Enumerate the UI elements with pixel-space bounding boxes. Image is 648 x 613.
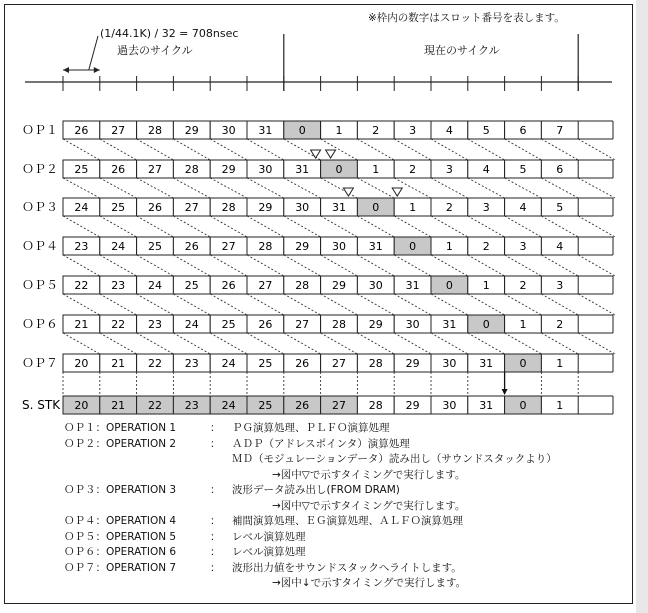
slot-transition xyxy=(63,255,100,276)
slot-row-8 xyxy=(22,396,613,414)
current-cycle-label: 現在のサイクル xyxy=(424,44,500,57)
slot-number: 26 xyxy=(221,279,236,292)
slot-number: 6 xyxy=(556,163,564,176)
slot-number: 1 xyxy=(556,399,564,412)
slot-number: 1 xyxy=(445,240,453,253)
legend-separator: ： xyxy=(210,422,221,434)
slot-transition xyxy=(357,255,394,276)
slot-number: 4 xyxy=(519,201,527,214)
slot-transition xyxy=(137,255,174,276)
slot-number: 29 xyxy=(405,399,420,412)
slot-transition xyxy=(247,333,284,354)
slot-number: 27 xyxy=(258,279,273,292)
slot-transition xyxy=(137,294,174,315)
slot-number: 23 xyxy=(184,399,199,412)
slot-transition xyxy=(431,178,468,198)
slot-transition xyxy=(468,255,505,276)
slot-number: 3 xyxy=(445,163,453,176)
slot-transition xyxy=(431,216,468,237)
slot-transition xyxy=(63,178,100,198)
slot-transition xyxy=(468,216,505,237)
period-label: (1/44.1K) / 32 = 708nsec xyxy=(100,27,239,40)
slot-number: 2 xyxy=(409,163,417,176)
slot-transition xyxy=(173,255,210,276)
slot-number: 27 xyxy=(111,124,126,137)
slot-number: 1 xyxy=(372,163,380,176)
slot-transition xyxy=(431,139,468,160)
slot-number: 31 xyxy=(368,240,383,253)
slot-number: 28 xyxy=(184,163,199,176)
slot-transition xyxy=(137,178,174,198)
legend-description: →図中↓で示すタイミングで実行します。 xyxy=(272,577,467,589)
legend-separator: ： xyxy=(210,530,221,543)
slot-number: 7 xyxy=(556,124,564,137)
slot-transition xyxy=(321,255,358,276)
slot-transition xyxy=(247,178,284,198)
row-label: ＯＰ２ xyxy=(22,162,59,176)
slot-transition xyxy=(210,333,247,354)
period-leader xyxy=(89,36,98,70)
slot-transition xyxy=(357,294,394,315)
slot-number: 0 xyxy=(482,318,490,331)
legend-description: ＡＤＰ（アドレスポインタ）演算処理 xyxy=(232,437,410,450)
slot-number: 22 xyxy=(74,279,89,292)
slot-number: 0 xyxy=(335,163,343,176)
legend-op-label: ＯＰ３：OPERATION 3 xyxy=(64,484,177,496)
slot-number: 3 xyxy=(556,279,564,292)
row-label: ＯＰ６ xyxy=(22,317,59,331)
md-read-timing-marker xyxy=(326,150,336,158)
slot-number: 26 xyxy=(111,163,126,176)
slot-number: 2 xyxy=(556,318,564,331)
slot-number: 1 xyxy=(519,318,527,331)
slot-number: 26 xyxy=(295,399,310,412)
slot-number: 0 xyxy=(519,357,527,370)
row-label: ＯＰ４ xyxy=(22,239,59,253)
slot-transition xyxy=(541,139,578,160)
legend-separator: ： xyxy=(210,484,221,496)
slot-number: 4 xyxy=(445,124,453,137)
slot-number: 24 xyxy=(184,318,199,331)
slot-transition xyxy=(505,178,542,198)
slot-number: 25 xyxy=(74,163,89,176)
slot-number: 21 xyxy=(111,357,126,370)
slot-number: 28 xyxy=(295,279,310,292)
slot-transition xyxy=(63,333,100,354)
slot-number: 28 xyxy=(221,201,236,214)
slot-transition xyxy=(137,216,174,237)
legend-op-label: ＯＰ１：OPERATION 1 xyxy=(64,422,177,434)
slot-number: 27 xyxy=(295,318,310,331)
slot-number: 22 xyxy=(148,357,162,370)
slot-number: 26 xyxy=(184,240,199,253)
legend-separator: ： xyxy=(210,546,221,558)
slot-transition xyxy=(394,333,431,354)
slot-transition xyxy=(210,294,247,315)
slot-number: 23 xyxy=(184,357,199,370)
slot-number: 23 xyxy=(74,240,89,253)
legend-description: 波形データ読み出し(FROM DRAM) xyxy=(232,484,400,496)
slot-number: 28 xyxy=(332,318,346,331)
slot-number: 31 xyxy=(295,163,310,176)
slot-transition xyxy=(505,255,542,276)
slot-number: 24 xyxy=(111,240,126,253)
slot-transition xyxy=(505,216,542,237)
legend-description: →図中▽で示すタイミングで実行します。 xyxy=(272,499,466,512)
slot-transition xyxy=(100,178,137,198)
slot-transition xyxy=(210,178,247,198)
slot-transition xyxy=(321,216,358,237)
slot-transition xyxy=(394,255,431,276)
legend-description: 波形出力値をサウンドスタックへライトします。 xyxy=(232,561,462,574)
slot-transition xyxy=(357,139,394,160)
slot-number: 29 xyxy=(184,124,199,137)
slot-transition xyxy=(578,178,615,198)
slot-transition xyxy=(137,139,174,160)
slot-number: 24 xyxy=(221,357,236,370)
past-cycle-label: 過去のサイクル xyxy=(117,44,193,57)
slot-transition xyxy=(505,333,542,354)
slot-number: 3 xyxy=(409,124,417,137)
slot-transition xyxy=(173,294,210,315)
slot-transition xyxy=(431,255,468,276)
slot-row-6 xyxy=(22,315,613,333)
row-label: ＯＰ３ xyxy=(22,200,59,214)
slot-number: 21 xyxy=(111,399,126,412)
slot-number: 3 xyxy=(519,240,527,253)
slot-transition xyxy=(468,178,505,198)
slot-transition xyxy=(541,216,578,237)
slot-number: 23 xyxy=(148,318,162,331)
legend-separator: ： xyxy=(210,437,221,450)
slot-transition xyxy=(357,333,394,354)
slot-transition xyxy=(284,333,321,354)
slot-transition xyxy=(100,139,137,160)
legend-description: →図中▽で示すタイミングで実行します。 xyxy=(272,468,466,481)
slot-number: 4 xyxy=(482,163,490,176)
md-read-timing-marker xyxy=(311,150,321,158)
slot-transition xyxy=(100,216,137,237)
slot-number: 0 xyxy=(298,124,306,137)
period-arrow-right xyxy=(94,67,100,73)
slot-number: 2 xyxy=(482,240,490,253)
slot-number: 22 xyxy=(111,318,126,331)
slot-number: 5 xyxy=(519,163,527,176)
slot-transition xyxy=(173,216,210,237)
slot-number: 4 xyxy=(556,240,564,253)
slot-number: 6 xyxy=(519,124,527,137)
slot-row-1 xyxy=(22,121,613,139)
slot-number: 26 xyxy=(295,357,310,370)
slot-number: 28 xyxy=(368,399,383,412)
slot-transition xyxy=(137,333,174,354)
slot-transition xyxy=(431,294,468,315)
slot-transition xyxy=(210,216,247,237)
slot-number: 31 xyxy=(405,279,420,292)
slot-number: 29 xyxy=(295,240,310,253)
slot-number: 27 xyxy=(184,201,199,214)
legend-op-label: ＯＰ２：OPERATION 2 xyxy=(64,437,177,450)
slot-number: 5 xyxy=(482,124,490,137)
slot-number: 0 xyxy=(445,279,453,292)
slot-number: 27 xyxy=(221,240,236,253)
slot-number: 5 xyxy=(556,201,564,214)
slot-number: 1 xyxy=(482,279,490,292)
slot-number: 27 xyxy=(332,357,346,370)
slot-row-4 xyxy=(22,237,613,255)
slot-transition xyxy=(247,294,284,315)
slot-number: 29 xyxy=(221,163,236,176)
row-label: ＯＰ１ xyxy=(22,123,59,137)
slot-number: 31 xyxy=(479,399,494,412)
slot-number: 30 xyxy=(295,201,310,214)
slot-number: 21 xyxy=(74,318,89,331)
slot-transition xyxy=(468,294,505,315)
legend-description: 補間演算処理、ＥＧ演算処理、ＡＬＦＯ演算処理 xyxy=(232,515,463,527)
slot-number: 29 xyxy=(368,318,383,331)
slot-number: 20 xyxy=(74,399,89,412)
row-label: S. STK xyxy=(22,398,61,412)
slot-transition xyxy=(100,333,137,354)
slot-number: 24 xyxy=(148,279,162,292)
slot-transition xyxy=(431,333,468,354)
slot-number: 31 xyxy=(442,318,457,331)
slot-number: 30 xyxy=(221,124,236,137)
slot-number: 29 xyxy=(258,201,273,214)
slot-number: 31 xyxy=(332,201,346,214)
legend-separator: ： xyxy=(210,561,221,574)
slot-number: 26 xyxy=(258,318,273,331)
slot-transition xyxy=(578,216,615,237)
slot-number: 29 xyxy=(405,357,420,370)
slot-transition xyxy=(321,333,358,354)
slot-transition xyxy=(321,294,358,315)
slot-number: 2 xyxy=(372,124,380,137)
slot-number: 23 xyxy=(111,279,126,292)
slot-transition xyxy=(541,294,578,315)
slot-row-3 xyxy=(22,198,613,216)
slot-number: 30 xyxy=(442,399,457,412)
slot-number: 24 xyxy=(74,201,89,214)
slot-transition xyxy=(505,294,542,315)
slot-number: 25 xyxy=(258,357,273,370)
slot-number-note: ※枠内の数字はスロット番号を表します。 xyxy=(368,12,565,24)
slot-transition xyxy=(468,139,505,160)
slot-number: 1 xyxy=(556,357,564,370)
slot-number: 20 xyxy=(74,357,89,370)
slot-number: 0 xyxy=(519,399,527,412)
slot-number: 1 xyxy=(335,124,343,137)
slot-number: 29 xyxy=(332,279,346,292)
slot-transition xyxy=(541,178,578,198)
slot-transition xyxy=(100,294,137,315)
slot-transition xyxy=(541,255,578,276)
row-label: ＯＰ５ xyxy=(22,278,59,292)
slot-number: 25 xyxy=(148,240,162,253)
slot-transition xyxy=(578,139,615,160)
slot-row-2 xyxy=(22,160,613,178)
slot-number: 24 xyxy=(221,399,236,412)
slot-number: 28 xyxy=(368,357,383,370)
slot-transition xyxy=(63,139,100,160)
row-label: ＯＰ７ xyxy=(22,356,59,370)
legend-op-label: ＯＰ４：OPERATION 4 xyxy=(64,515,177,527)
slot-transition xyxy=(394,139,431,160)
slot-number: 30 xyxy=(442,357,457,370)
slot-transition xyxy=(247,139,284,160)
legend-op-label: ＯＰ５：OPERATION 5 xyxy=(64,530,177,543)
slot-transition xyxy=(394,216,431,237)
legend-op-label: ＯＰ６：OPERATION 6 xyxy=(64,546,177,558)
slot-number: 31 xyxy=(258,124,273,137)
slot-transition xyxy=(357,178,394,198)
slot-transition xyxy=(173,333,210,354)
slot-number: 30 xyxy=(368,279,383,292)
legend-op-label: ＯＰ７：OPERATION 7 xyxy=(64,561,177,574)
period-arrow-left xyxy=(63,67,69,73)
slot-number: 28 xyxy=(148,124,162,137)
slot-number: 25 xyxy=(111,201,126,214)
slot-number: 1 xyxy=(409,201,417,214)
slot-number: 3 xyxy=(482,201,490,214)
slot-number: 27 xyxy=(148,163,162,176)
slot-number: 26 xyxy=(74,124,89,137)
slot-transition xyxy=(173,139,210,160)
slot-transition xyxy=(63,216,100,237)
slot-number: 25 xyxy=(258,399,273,412)
legend-description: ＰＧ演算処理、ＰＬＦＯ演算処理 xyxy=(232,422,390,434)
slot-transition xyxy=(578,333,615,354)
slot-number: 27 xyxy=(332,399,346,412)
slot-number: 28 xyxy=(258,240,273,253)
slot-transition xyxy=(284,216,321,237)
legend-separator: ： xyxy=(210,515,221,527)
slot-number: 25 xyxy=(184,279,199,292)
slot-transition xyxy=(541,333,578,354)
slot-transition xyxy=(210,255,247,276)
legend-description: レベル演算処理 xyxy=(232,530,306,543)
slot-transition xyxy=(284,178,321,198)
slot-transition xyxy=(284,294,321,315)
slot-transition xyxy=(173,178,210,198)
slot-number: 31 xyxy=(479,357,494,370)
slot-transition xyxy=(578,255,615,276)
slot-transition xyxy=(100,255,137,276)
slot-transition xyxy=(505,139,542,160)
slot-number: 30 xyxy=(405,318,420,331)
slot-number: 30 xyxy=(258,163,273,176)
stack-write-arrowhead xyxy=(502,389,508,395)
slot-number: 0 xyxy=(372,201,380,214)
slot-transition xyxy=(394,294,431,315)
slot-row-7 xyxy=(22,354,613,372)
slot-number: 2 xyxy=(519,279,527,292)
page-edge xyxy=(636,0,648,613)
slot-number: 0 xyxy=(409,240,417,253)
slot-number: 30 xyxy=(332,240,346,253)
legend-description: レベル演算処理 xyxy=(232,546,306,558)
slot-number: 22 xyxy=(148,399,162,412)
slot-number: 25 xyxy=(221,318,236,331)
slot-transition xyxy=(578,294,615,315)
slot-number: 26 xyxy=(148,201,162,214)
slot-transition xyxy=(284,255,321,276)
slot-transition xyxy=(468,333,505,354)
slot-transition xyxy=(357,216,394,237)
slot-transition xyxy=(210,139,247,160)
slot-number: 2 xyxy=(445,201,453,214)
slot-transition xyxy=(247,216,284,237)
wave-read-timing-marker xyxy=(343,188,353,196)
slot-transition xyxy=(63,294,100,315)
slot-row-5 xyxy=(22,276,613,294)
legend-description: ＭＤ（モジュレーションデータ）読み出し（サウンドスタックより） xyxy=(232,453,557,465)
slot-transition xyxy=(247,255,284,276)
wave-read-timing-marker xyxy=(392,188,402,196)
